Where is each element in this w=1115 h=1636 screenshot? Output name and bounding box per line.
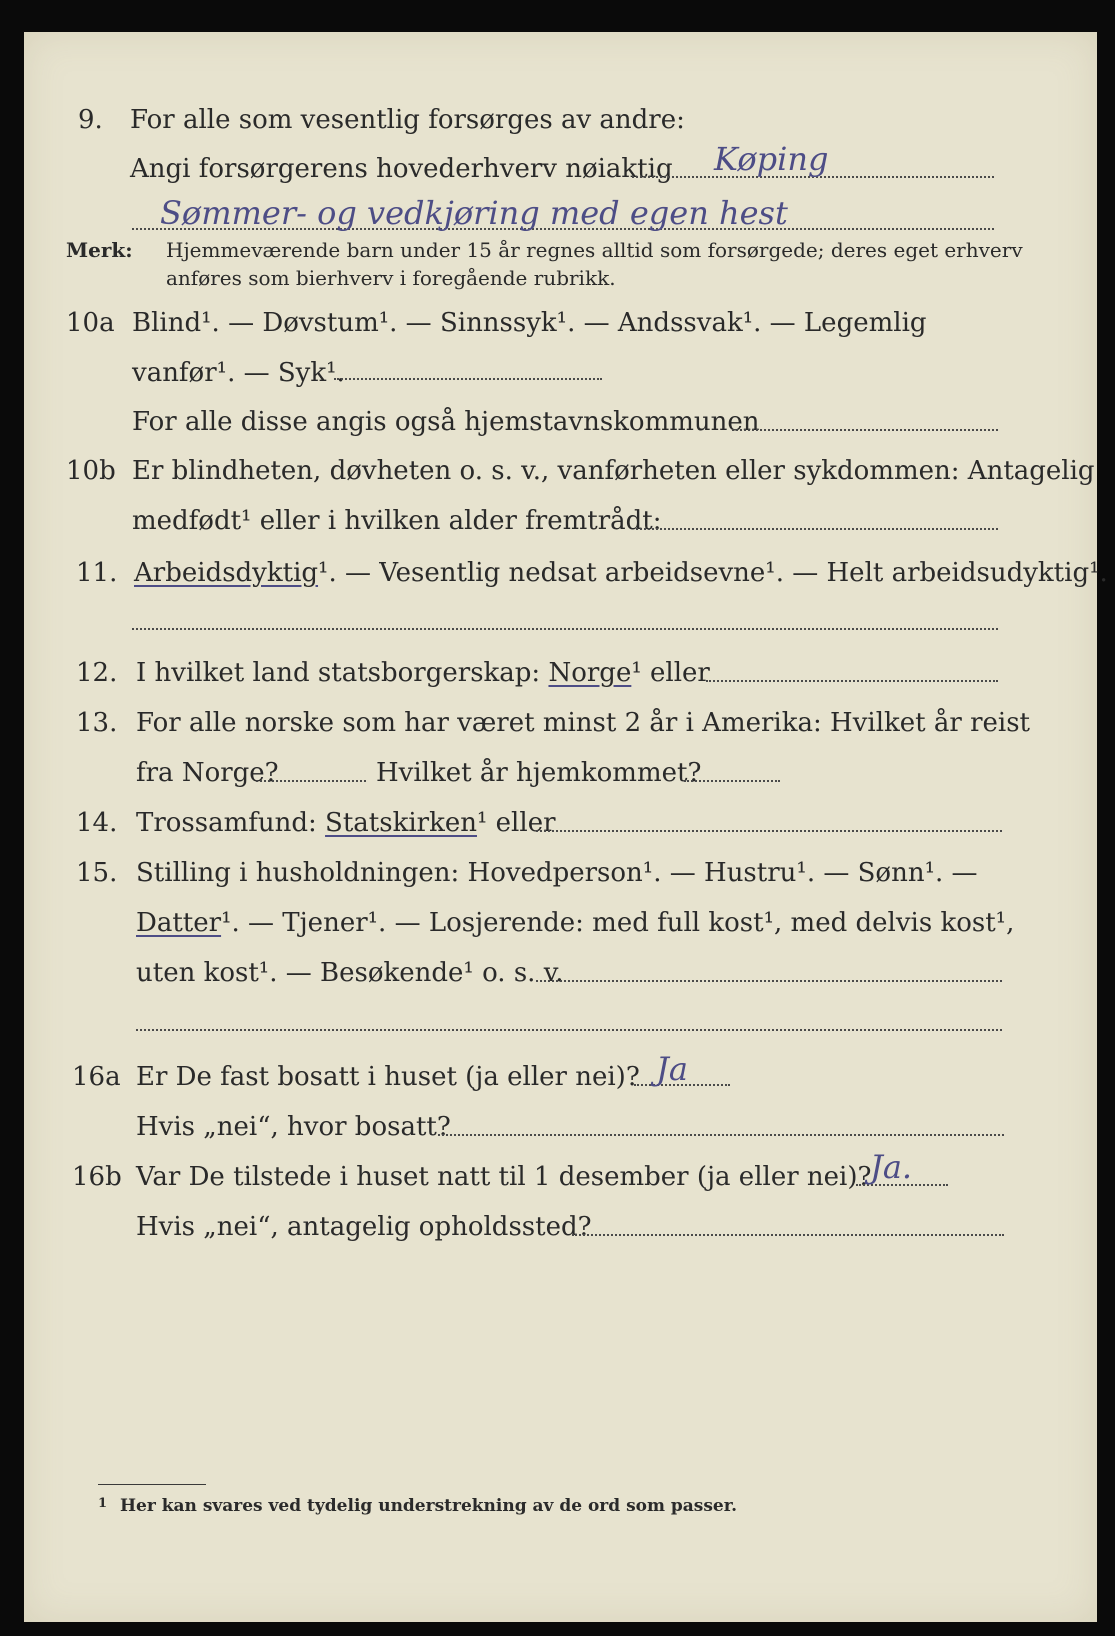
question-text: uten kost¹. — Besøkende¹ o. s. v. xyxy=(136,958,564,988)
question-text xyxy=(134,558,1108,588)
question-12 xyxy=(24,658,1097,698)
answer-line[interactable] xyxy=(536,980,1002,982)
footnote xyxy=(24,1496,1097,1536)
answer-line[interactable] xyxy=(684,780,780,782)
answer-line[interactable] xyxy=(136,1029,1002,1031)
question-10a-line3 xyxy=(24,407,1097,447)
question-15-line2 xyxy=(24,908,1097,948)
handwritten-answer: Ja. xyxy=(870,1148,913,1186)
question-text: Er De fast bosatt i huset (ja eller nei)? xyxy=(136,1062,640,1092)
question-10a-line2 xyxy=(24,358,1097,398)
answer-line[interactable] xyxy=(732,429,998,431)
question-16b-line2 xyxy=(24,1212,1097,1252)
question-14 xyxy=(24,808,1097,848)
question-number: 15. xyxy=(76,858,118,888)
answer-line[interactable] xyxy=(706,680,998,682)
question-11 xyxy=(24,558,1108,598)
question-number: 13. xyxy=(76,708,118,738)
question-15-line3 xyxy=(24,958,1097,998)
question-text: Stilling i husholdningen: Hovedperson¹. — Hustru¹. — Sønn¹. — xyxy=(136,858,978,888)
question-10b xyxy=(24,456,1097,496)
question-number: 16a xyxy=(72,1062,121,1092)
note-label: Merk: xyxy=(66,238,133,262)
selected-option[interactable]: Norge xyxy=(548,658,632,688)
question-text: For alle disse angis også hjemstavnskommunen xyxy=(132,407,760,437)
selected-option[interactable]: Arbeidsdyktig xyxy=(134,558,319,588)
footnote-mark: 1 xyxy=(98,1496,108,1511)
question-text-pre: Trossamfund: xyxy=(136,808,317,838)
answer-line[interactable] xyxy=(536,830,1002,832)
question-text-post: ¹ eller xyxy=(631,658,710,688)
question-number: 10b xyxy=(66,456,116,486)
question-number: 12. xyxy=(76,658,118,688)
question-text: Hvis „nei“, antagelig opholdssted? xyxy=(136,1212,592,1242)
answer-line[interactable] xyxy=(256,780,366,782)
question-number: 9. xyxy=(78,105,103,135)
answer-line[interactable] xyxy=(132,628,998,630)
question-text: Var De tilstede i huset natt til 1 desember (ja eller nei)? xyxy=(136,1162,872,1192)
census-form-page xyxy=(24,32,1108,1622)
selected-option[interactable]: Statskirken xyxy=(325,808,477,838)
question-9-line2 xyxy=(24,140,1097,194)
question-16a xyxy=(24,1050,1097,1102)
question-13-line2 xyxy=(24,758,1097,798)
question-text: Blind¹. — Døvstum¹. — Sinnssyk¹. — Andssvak¹. — Legemlig xyxy=(132,308,927,338)
question-10b-line2 xyxy=(24,506,1097,546)
question-number: 14. xyxy=(76,808,118,838)
question-9 xyxy=(24,105,1097,145)
question-text: medfødt¹ eller i hvilken alder fremtrådt: xyxy=(132,506,662,536)
question-text-rest: ¹. — Vesentlig nedsat arbeidsevne¹. — Helt arbeidsudyktig¹. xyxy=(318,558,1108,588)
note-text: anføres som bierhverv i foregående rubrikk. xyxy=(166,266,616,290)
selected-option[interactable]: Datter xyxy=(136,908,222,938)
question-9-line3 xyxy=(24,194,1097,240)
question-text: Hvis „nei“, hvor bosatt? xyxy=(136,1112,451,1142)
handwritten-answer: Sømmer- og vedkjøring med egen hest xyxy=(160,194,788,232)
question-text xyxy=(136,908,1014,938)
answer-line[interactable] xyxy=(636,528,998,530)
answer-line[interactable] xyxy=(334,378,602,380)
question-text: Hvilket år hjemkommet? xyxy=(376,758,702,788)
question-number: 16b xyxy=(72,1162,122,1192)
note-text: Hjemmeværende barn under 15 år regnes alltid som forsørgede; deres eget erhverv xyxy=(166,238,1023,262)
question-text: fra Norge? xyxy=(136,758,279,788)
question-10a xyxy=(24,308,1097,348)
question-text xyxy=(136,808,556,838)
question-13 xyxy=(24,708,1097,748)
question-text-pre: I hvilket land statsborgerskap: xyxy=(136,658,541,688)
question-text: Angi forsørgerens hovederhverv nøiaktig xyxy=(130,154,673,184)
question-text xyxy=(136,658,710,688)
handwritten-answer: Ja xyxy=(656,1050,688,1088)
question-text-post: ¹ eller xyxy=(476,808,556,838)
question-15 xyxy=(24,858,1097,898)
question-text: Er blindheten, døvheten o. s. v., vanførheten eller sykdommen: Antagelig xyxy=(132,456,1095,486)
question-16a-line2 xyxy=(24,1112,1097,1152)
answer-line[interactable] xyxy=(572,1234,1004,1236)
question-16b xyxy=(24,1148,1097,1202)
question-text: For alle som vesentlig forsørges av andre: xyxy=(130,105,685,135)
question-number: 10a xyxy=(66,308,115,338)
question-number: 11. xyxy=(76,558,118,588)
handwritten-answer: Køping xyxy=(714,140,829,178)
footnote-text: Her kan svares ved tydelig understrekning av de ord som passer. xyxy=(120,1496,738,1516)
question-text: For alle norske som har været minst 2 år i Amerika: Hvilket år reist xyxy=(136,708,1030,738)
answer-line[interactable] xyxy=(438,1134,1004,1136)
footnote-divider xyxy=(98,1484,206,1485)
note-merk xyxy=(24,238,1097,298)
question-text-rest: ¹. — Tjener¹. — Losjerende: med full kost¹, med delvis kost¹, xyxy=(221,908,1015,938)
question-text: vanfør¹. — Syk¹. xyxy=(132,358,345,388)
